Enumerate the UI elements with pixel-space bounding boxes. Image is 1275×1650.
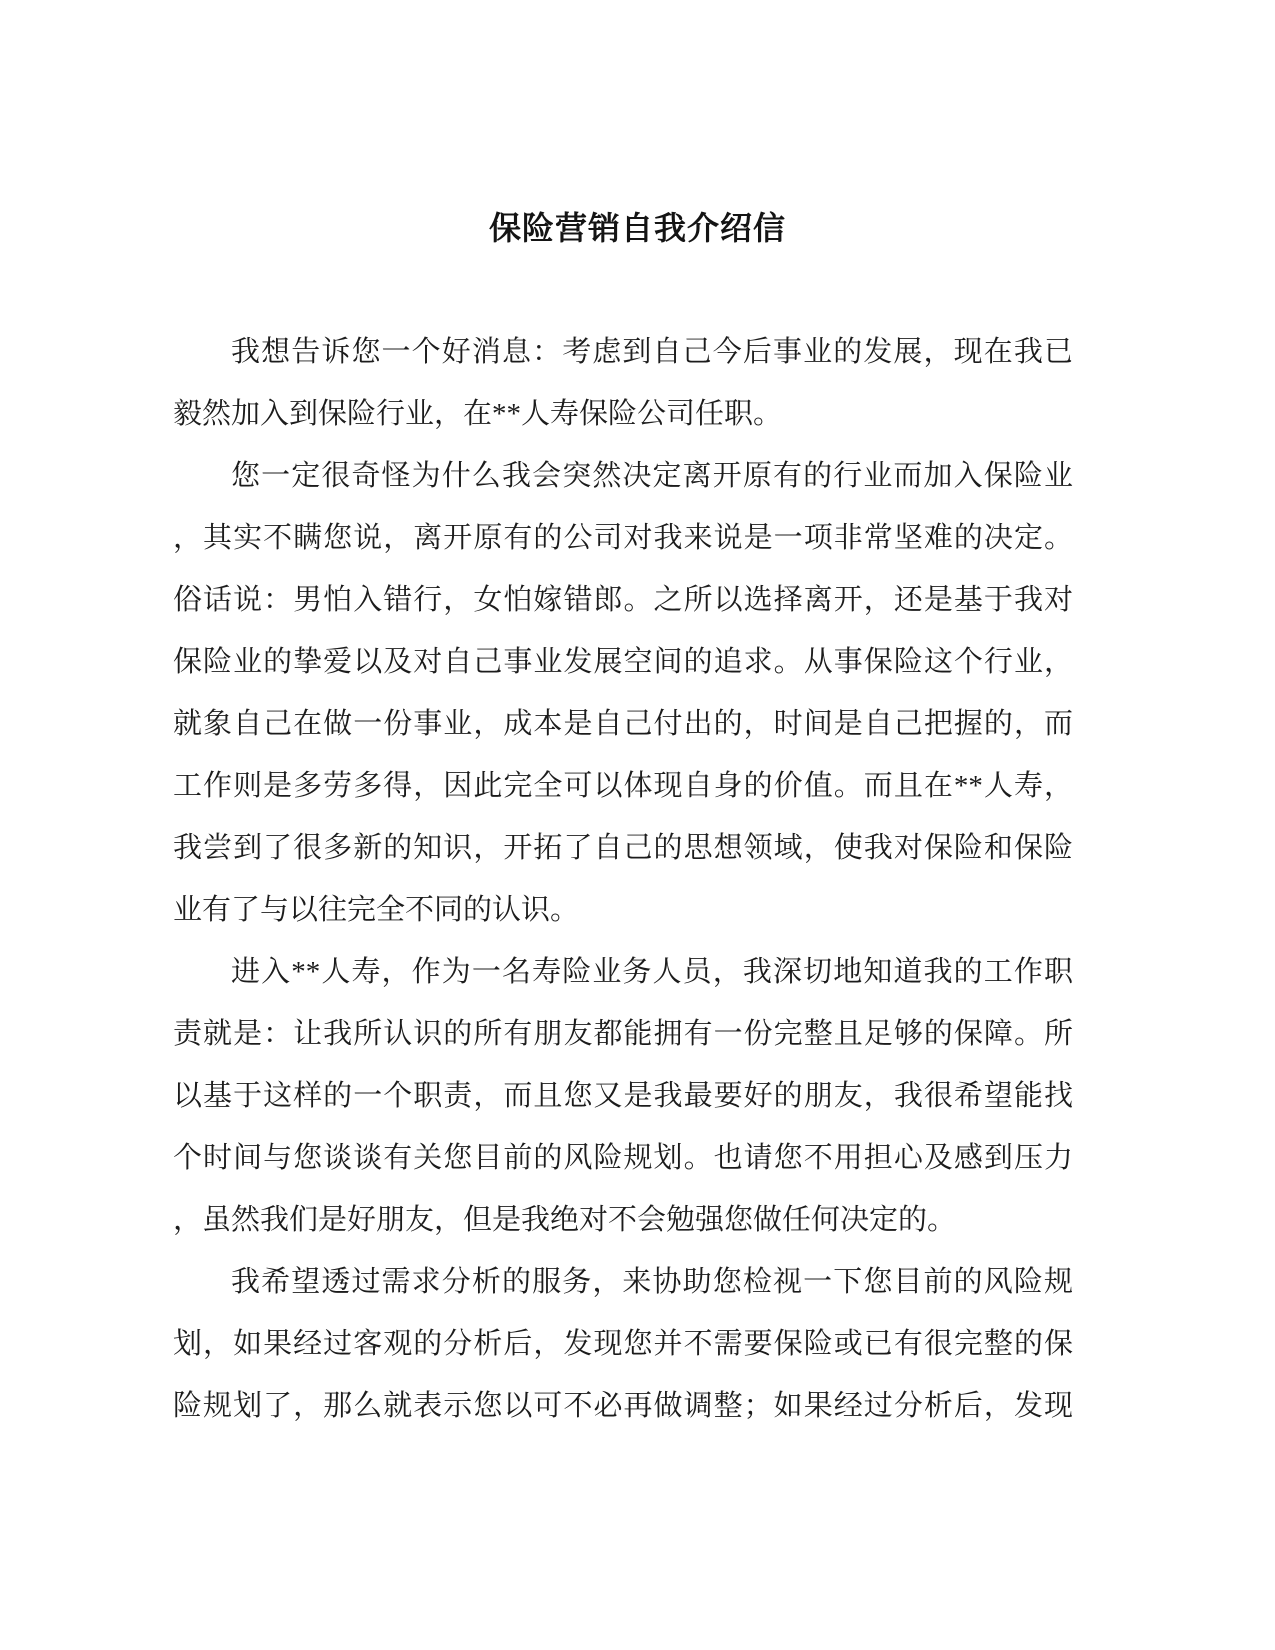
text-line: 划，如果经过客观的分析后，发现您并不需要保险或已有很完整的保 xyxy=(173,1328,1073,1360)
text-line: 以基于这样的一个职责，而且您又是我最要好的朋友，我很希望能找 xyxy=(173,1080,1073,1112)
text-line: ，虽然我们是好朋友，但是我绝对不会勉强您做任何决定的。 xyxy=(173,1204,957,1236)
text-line: 俗话说：男怕入错行，女怕嫁错郎。之所以选择离开，还是基于我对 xyxy=(173,584,1073,616)
text-line: 业有了与以往完全不同的认识。 xyxy=(173,894,580,926)
text-line: 个时间与您谈谈有关您目前的风险规划。也请您不用担心及感到压力 xyxy=(173,1142,1073,1174)
text-line: 责就是：让我所认识的所有朋友都能拥有一份完整且足够的保障。所 xyxy=(173,1018,1073,1050)
text-line: 我想告诉您一个好消息：考虑到自己今后事业的发展，现在我已 xyxy=(231,336,1073,368)
text-line: 您一定很奇怪为什么我会突然决定离开原有的行业而加入保险业 xyxy=(231,460,1073,492)
text-line: 毅然加入到保险行业，在**人寿保险公司任职。 xyxy=(173,398,783,430)
text-line: ，其实不瞒您说，离开原有的公司对我来说是一项非常坚难的决定。 xyxy=(173,522,1073,554)
text-line: 我尝到了很多新的知识，开拓了自己的思想领域，使我对保险和保险 xyxy=(173,832,1073,864)
document-title: 保险营销自我介绍信 xyxy=(488,210,786,246)
document-body xyxy=(173,321,1073,1437)
text-line: 就象自己在做一份事业，成本是自己付出的，时间是自己把握的，而 xyxy=(173,708,1073,740)
text-line: 险规划了，那么就表示您以可不必再做调整；如果经过分析后，发现 xyxy=(173,1390,1073,1422)
text-line: 进入**人寿，作为一名寿险业务人员，我深切地知道我的工作职 xyxy=(231,956,1073,988)
text-line: 保险业的挚爱以及对自己事业发展空间的追求。从事保险这个行业， xyxy=(173,646,1073,678)
text-line: 工作则是多劳多得，因此完全可以体现自身的价值。而且在**人寿， xyxy=(173,770,1073,802)
text-line: 我希望透过需求分析的服务，来协助您检视一下您目前的风险规 xyxy=(231,1266,1073,1298)
